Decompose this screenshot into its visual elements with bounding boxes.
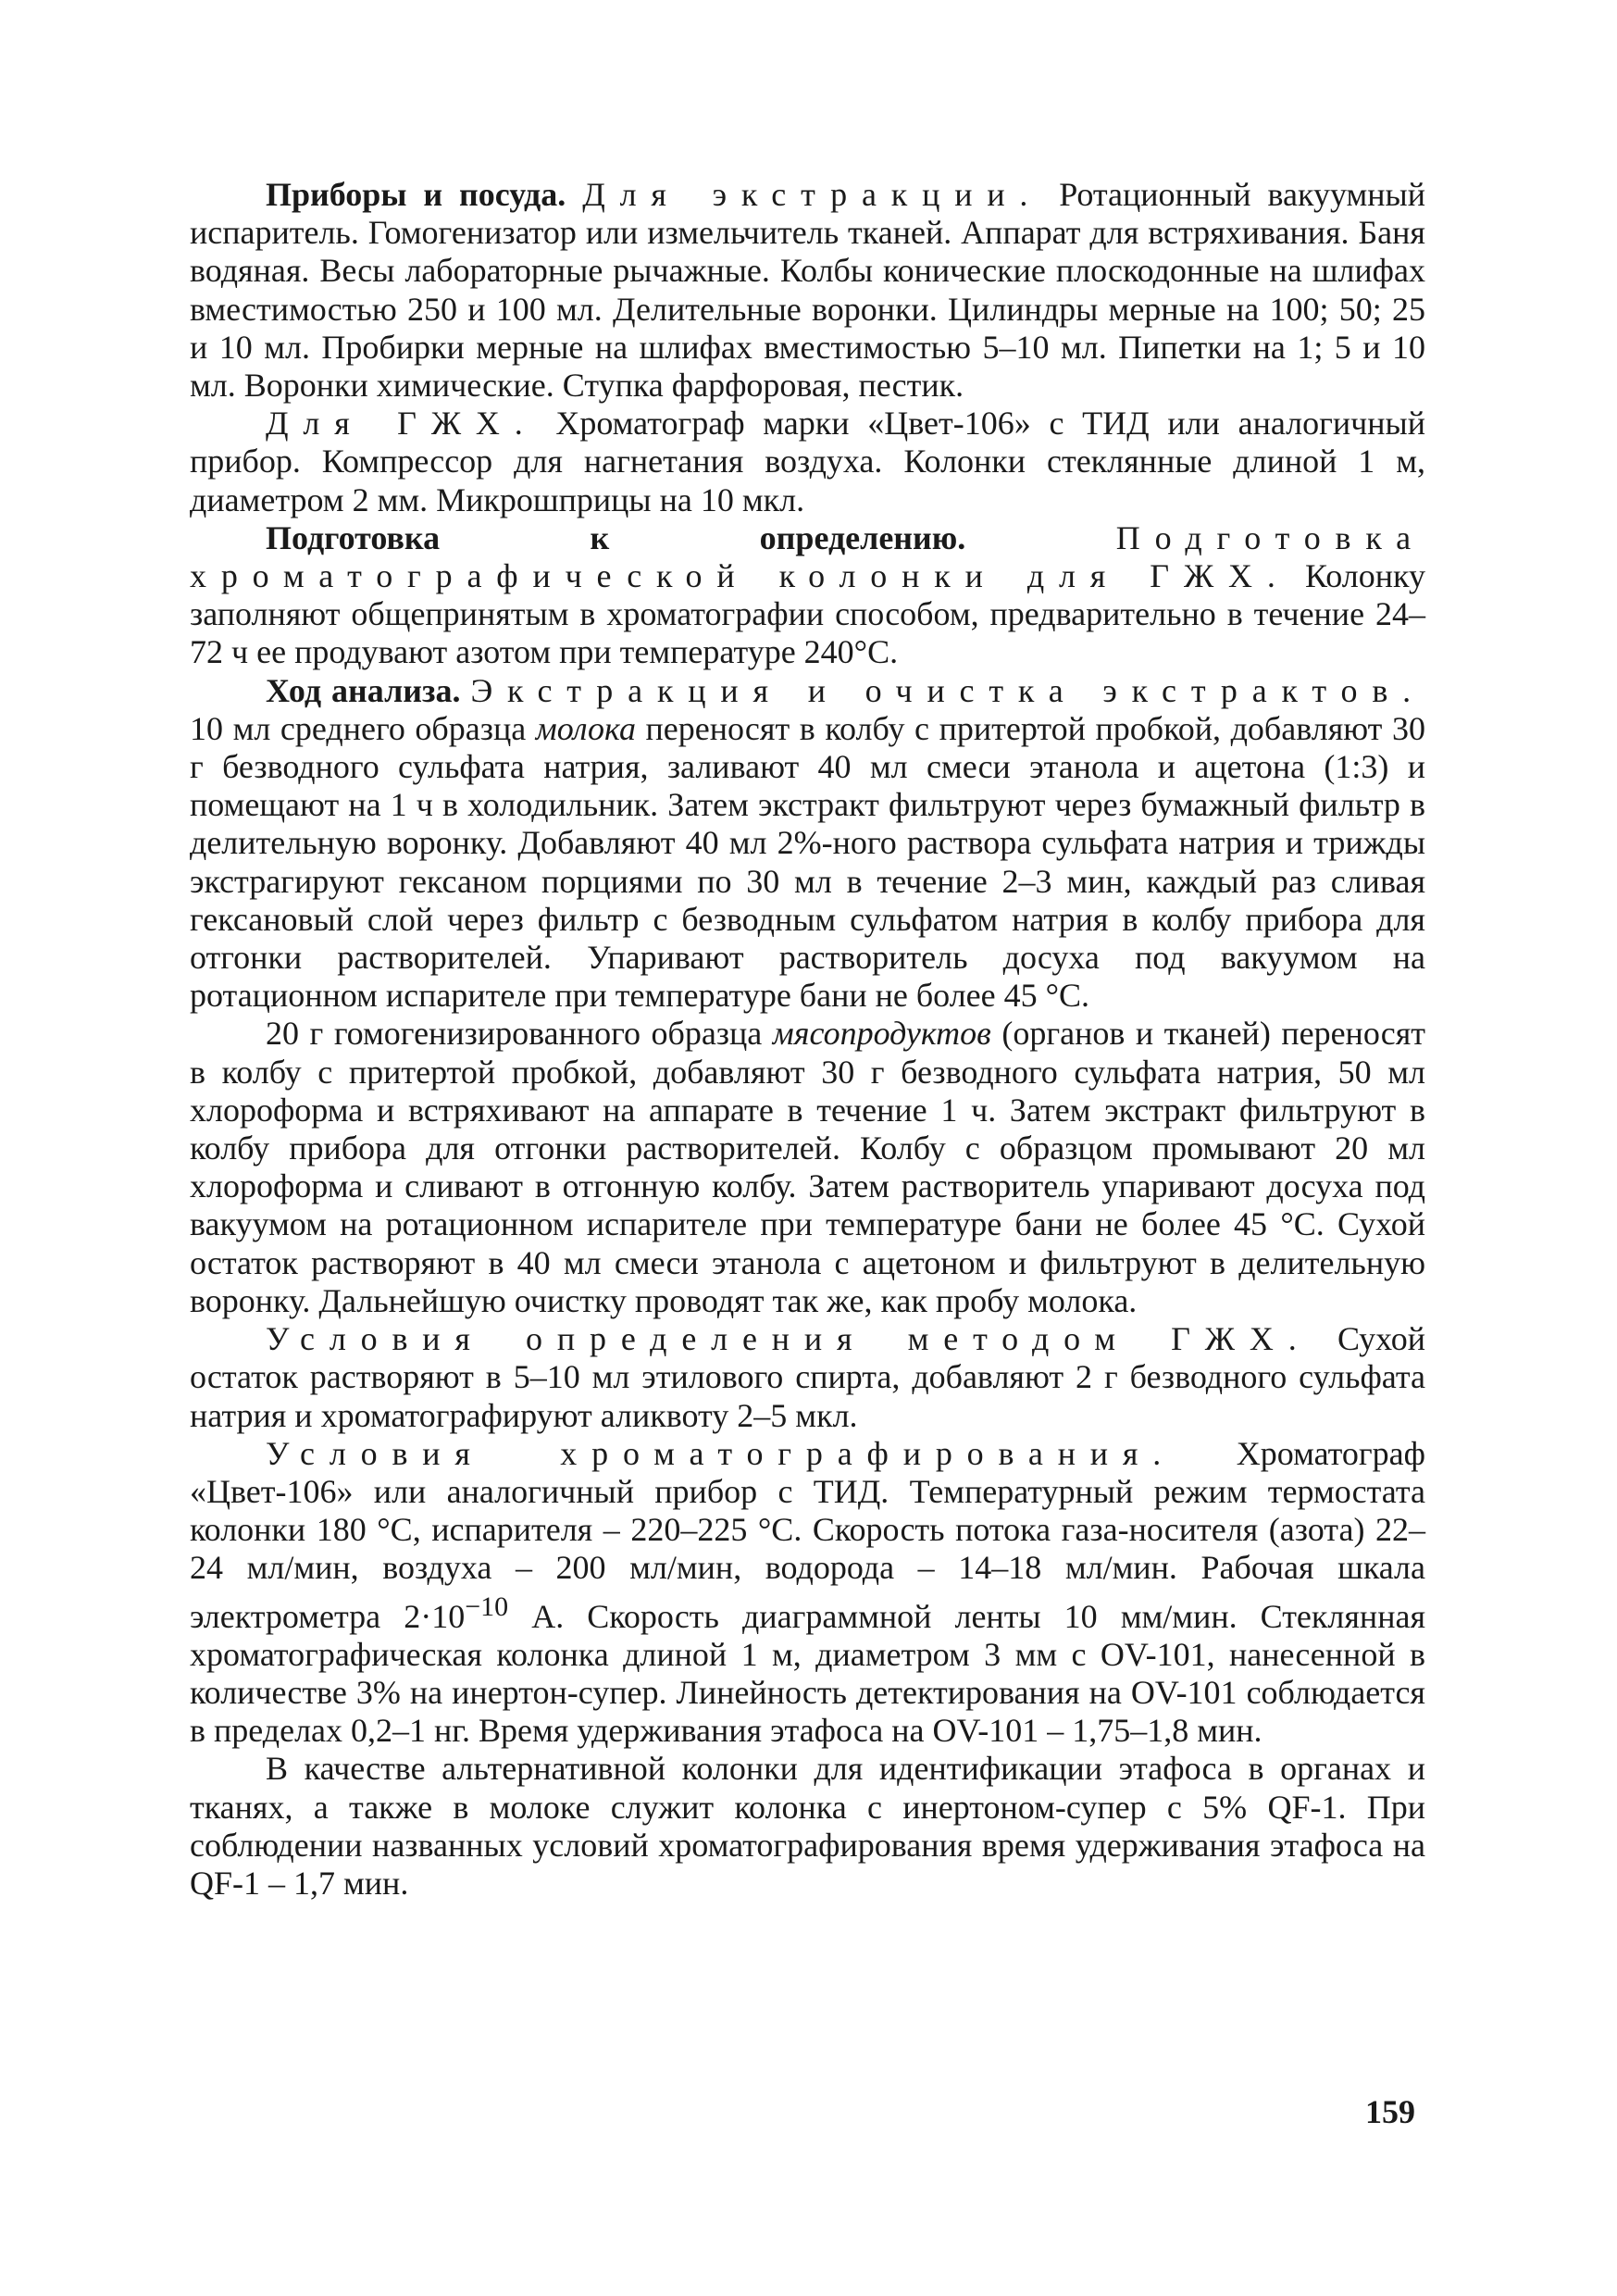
page-number: 159 <box>1365 2093 1415 2130</box>
text-run: Сухой остаток растворяют в 5–10 мл этилового спирта, добавляют 2 г безводного сульфата натрия и хроматографируют аликвоту 2–5 мкл. <box>190 1320 1425 1434</box>
text-run: 10 мл среднего образца <box>190 709 536 747</box>
text-run: Для экстракции. <box>582 176 1043 213</box>
paragraph <box>190 176 1425 405</box>
text-run: В качестве альтернативной колонки для идентификации этафоса в органах и тканях, а также в молоке служит колонка с инертоном-супер с 5% QF-1. При соблюдении названных условий хроматографирования время удерживания этафоса на QF-1 – 1,7 мин. <box>190 1750 1425 1902</box>
text-run: Подготовка к определению. <box>266 518 1116 556</box>
text-run: Подготовка хроматографической колонки для ГЖХ. <box>190 518 1425 595</box>
text-run: Условия хроматографирования. <box>266 1434 1176 1472</box>
text-run: Для ГЖХ. <box>266 405 538 443</box>
paragraph <box>190 1015 1425 1320</box>
text-run: Экстракция и очистка экстрактов. <box>470 671 1426 709</box>
paragraph <box>190 672 1425 1016</box>
paragraph <box>190 519 1425 672</box>
document-body <box>190 176 1425 1903</box>
text-run: А. Скорость диаграммной ленты 10 мм/мин. Стеклянная хроматографическая колонка длиной 1 м, диаметром 3 мм с OV-101, нанесенной в количестве 3% на инертон-супер. Линейность детектирования на OV-101 соблюдается в пределах 0,2–1 нг. Время удерживания этафоса на OV-101 – 1,75–1,8 мин. <box>190 1597 1425 1750</box>
text-run: (органов и тканей) переносят в колбу с притертой пробкой, добавляют 30 г безводного сульфата натрия, 50 мл хлороформа и встряхивают на аппарате в течение 1 ч. Затем экстракт фильтруют в колбу прибора для отгонки растворителей. Колбу с образцом промывают 20 мл хлороформа и сливают в отгонную колбу. Затем растворитель упаривают досуха под вакуумом на ротационном испарителе при температуре бани не более 45 °С. Сухой остаток растворяют в 40 мл смеси этанола с ацетоном и фильтруют в делительную воронку. Дальнейшую очистку проводят так же, как пробу молока. <box>190 1015 1425 1319</box>
text-run: переносят в колбу с притертой пробкой, добавляют 30 г безводного сульфата натрия, заливают 40 мл смеси этанола и ацетона (1:3) и помещают на 1 ч в холодильник. Затем экстракт фильтруют через бумажный фильтр в делительную воронку. Добавляют 40 мл 2%-ного раствора сульфата натрия и трижды экстрагируют гексаном порциями по 30 мл в течение 2–3 мин, каждый раз сливая гексановый слой через фильтр с безводным сульфатом натрия в колбу прибора для отгонки растворителей. Упаривают растворитель досуха под вакуумом на ротационном испарителе при температуре бани не более 45 °С. <box>190 709 1426 1015</box>
text-run: 20 г гомогенизированного образца <box>266 1015 773 1053</box>
text-run: мясопродуктов <box>772 1015 991 1053</box>
text-run: Условия определения методом ГЖХ. <box>266 1320 1312 1358</box>
text-run: Приборы и посуда. <box>266 176 583 213</box>
paragraph <box>190 405 1425 519</box>
text-run: Хроматограф «Цвет-106» или аналогичный прибор с ТИД. Температурный режим термостата колонки 180 °С, испарителя – 220–225 °С. Скорость потока газа-носителя (азота) 22–24 мл/мин, воздуха – 200 мл/мин, водорода – 14–18 мл/мин. Рабочая шкала электрометра 2·10 <box>190 1434 1425 1635</box>
paragraph <box>190 1435 1425 1751</box>
text-run: Ход анализа. <box>266 671 471 709</box>
text-run: Ротационный вакуумный испаритель. Гомогенизатор или измельчитель тканей. Аппарат для встряхивания. Баня водяная. Весы лабораторные рычажные. Колбы конические плоскодонные на шлифах вместимостью 250 и 100 мл. Делительные воронки. Цилиндры мерные на 100; 50; 25 и 10 мл. Пробирки мерные на шлифах вместимостью 5–10 мл. Пипетки на 1; 5 и 10 мл. Воронки химические. Ступка фарфоровая, пестик. <box>190 176 1425 405</box>
paragraph <box>190 1750 1425 1903</box>
text-run: Хроматограф марки «Цвет-106» с ТИД или аналогичный прибор. Компрессор для нагнетания воздуха. Колонки стеклянные длиной 1 м, диаметром 2 мм. Микрошприцы на 10 мкл. <box>190 405 1425 518</box>
text-run: Колонку заполняют общепринятым в хроматографии способом, предварительно в течение 24–72 ч ее продувают азотом при температуре 240°С. <box>190 557 1425 671</box>
superscript-run: −10 <box>465 1591 509 1622</box>
paragraph <box>190 1320 1425 1435</box>
text-run: молока <box>535 709 636 747</box>
